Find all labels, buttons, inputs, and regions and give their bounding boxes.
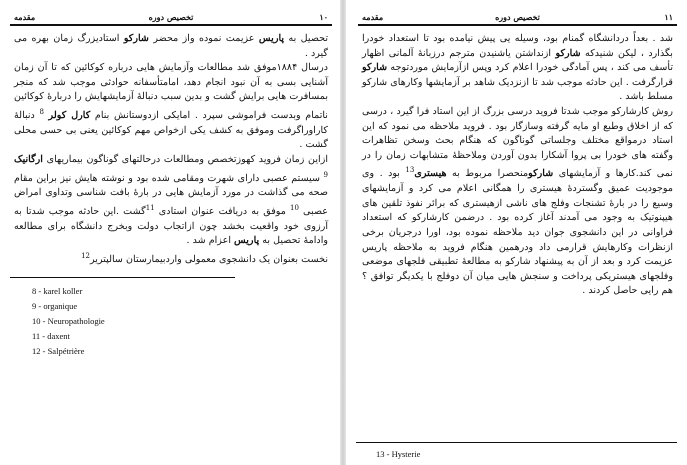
footnote: 13 - Hysterie xyxy=(376,449,421,459)
paragraph: تحصیل به پاریس عزیمت نموده واز محضر شارکو استادیزرگ زمان بهره می گیرد . xyxy=(14,33,329,59)
section-label: مقدمه xyxy=(14,12,36,22)
footnote: 12 - Salpétrière xyxy=(32,345,85,356)
page-number: ۱۰ xyxy=(319,12,328,22)
footnote-rule xyxy=(356,442,677,443)
section-label: مقدمه xyxy=(362,12,384,22)
paragraph: نخست بعنوان یک دانشجوی معمولی واردبیمارستان سالپتریر$^{12}$ xyxy=(81,251,328,266)
paragraph: روش کارشارکو موجب شدتا فروید درسی بزرگ از این استاد فرا گیرد ، درسی که از اخلاق وطبع او مایه گرفته وسازگار بود . فروید ملاحظه می نمود که این استاد درمواقع مختلف وجلساتی گوناگون که هنگام بحث وسخن تظاهرات وگفته های خودرا بی پروا آشکارا بدون آوردن وملاحظهٔ متشابهات زمان را در نمی کند.کارها و آزمایشهای شارکومنحصرا مربوط به هیستری$^{13}$ بود . وی موجودیت عمیق وگستردهٔ هیستری را همگانی اعلام می کرد و آزمایشهای وسیع را در بارهٔ تشنجات وفلج های ناشی ازهیستری که برائر نفوذ تلقین های هیپنوتیک به وجود می آمدند آغاز کرده بود . درضمن کارشارکو که استعداد فراوانی در این دانشجوی جوان دید ملاحظه نموده بود، اورا درجریان برخی ازنظرات وکارهایش قرارمی داد ودرهمین هنگام فروید به ملاحظه پاریس عزیمت کرد و بعد از آن به پیشنهاد شارکو به مطالعهٔ تطبیقی فلجهای موضعی وفلجهای هیستریکی پرداخت و سنجش هایی میان آن دوفلج با یکدیگر توافق ؟ هم رایی حاصل کردند . xyxy=(362,105,673,297)
running-title: تخصیص دوره xyxy=(148,12,194,22)
footnote: 10 - Neuropathologie xyxy=(32,315,105,326)
right-page xyxy=(346,0,687,465)
body-text xyxy=(10,26,332,268)
left-page xyxy=(0,0,340,465)
footnote: 9 - organique xyxy=(32,300,78,311)
page-header xyxy=(358,10,677,26)
footnotes xyxy=(10,284,332,359)
paragraph: ازاین زمان فروید کهوزتخصص ومطالعات درحالتهای گوناگون بیماریهای ارگانیک $^9$ سیستم عصبی دارای شهرت ومقامی شده بود و نوشته هایش نیز براین مقام صحه می گذاشت در مورد آزمایش هایی در بارهٔ بافت شناسی وتداوی امراض عصبی $^{10}$ موفق به دریافت عنوان استادی $^{11}$گشت .این حادثه موجب شدتا به آرزوی خود واقعیت بخشد چون ازاتجاب دولت وبخرج دانشگاه برای مطالعه وادامهٔ تحصیل به پاریس اعزام شد . xyxy=(14,153,328,247)
body-text xyxy=(358,26,677,299)
page-number: ۱۱ xyxy=(664,12,673,22)
paragraph: درسال ۱۸۸۴موفق شد مطالعات وآزمایش هایی درباره کوکائین که تا آن زمان آشنایی بسی به آن نبود انجام دهد، امامتأسفانه حوادثی موجب شد که منجر بمسافرت هایی برایش گشت و بدین سبب دنبالهٔ آزمایشهایش را دربارهٔ کوکائین ناتمام وبدست فراموشی سپرد . امایکی ازدوستانش بنام کارل کولر $^8$ دنبالهٔ کاراوراگرفت وموفق به کشف یکی ازخواص مهم کوکائین یعنی بی حسی محلی گشت . xyxy=(14,62,328,151)
paragraph: شد . بعداً دردانشگاه گمنام بود، وسیله یی پیش نیامده بود تا استعداد خودرا بگذارد ، لیکن شنیدکه شارکو ازنداشتن یاشنیدن مترجم درزبانهٔ آلمانی اظهار تأسف می کند ، پس آمادگی خودرا اعلام کرد وپس ازآزمایش موردتوجه شارکو قرارگرفت . این حادثه موجب شد تا ازنزدیک شاهد بر آزمایشها وکارهای شارکو مسلط باشد . xyxy=(362,33,673,103)
running-title: تخصیص دوره xyxy=(495,12,540,22)
footnote-rule xyxy=(10,277,235,278)
footnote: 8 - karel koller xyxy=(32,285,83,296)
header-rule xyxy=(358,24,677,26)
footnote: 11 - daxent xyxy=(32,330,70,341)
header-rule xyxy=(10,24,332,26)
page-header xyxy=(10,10,332,26)
